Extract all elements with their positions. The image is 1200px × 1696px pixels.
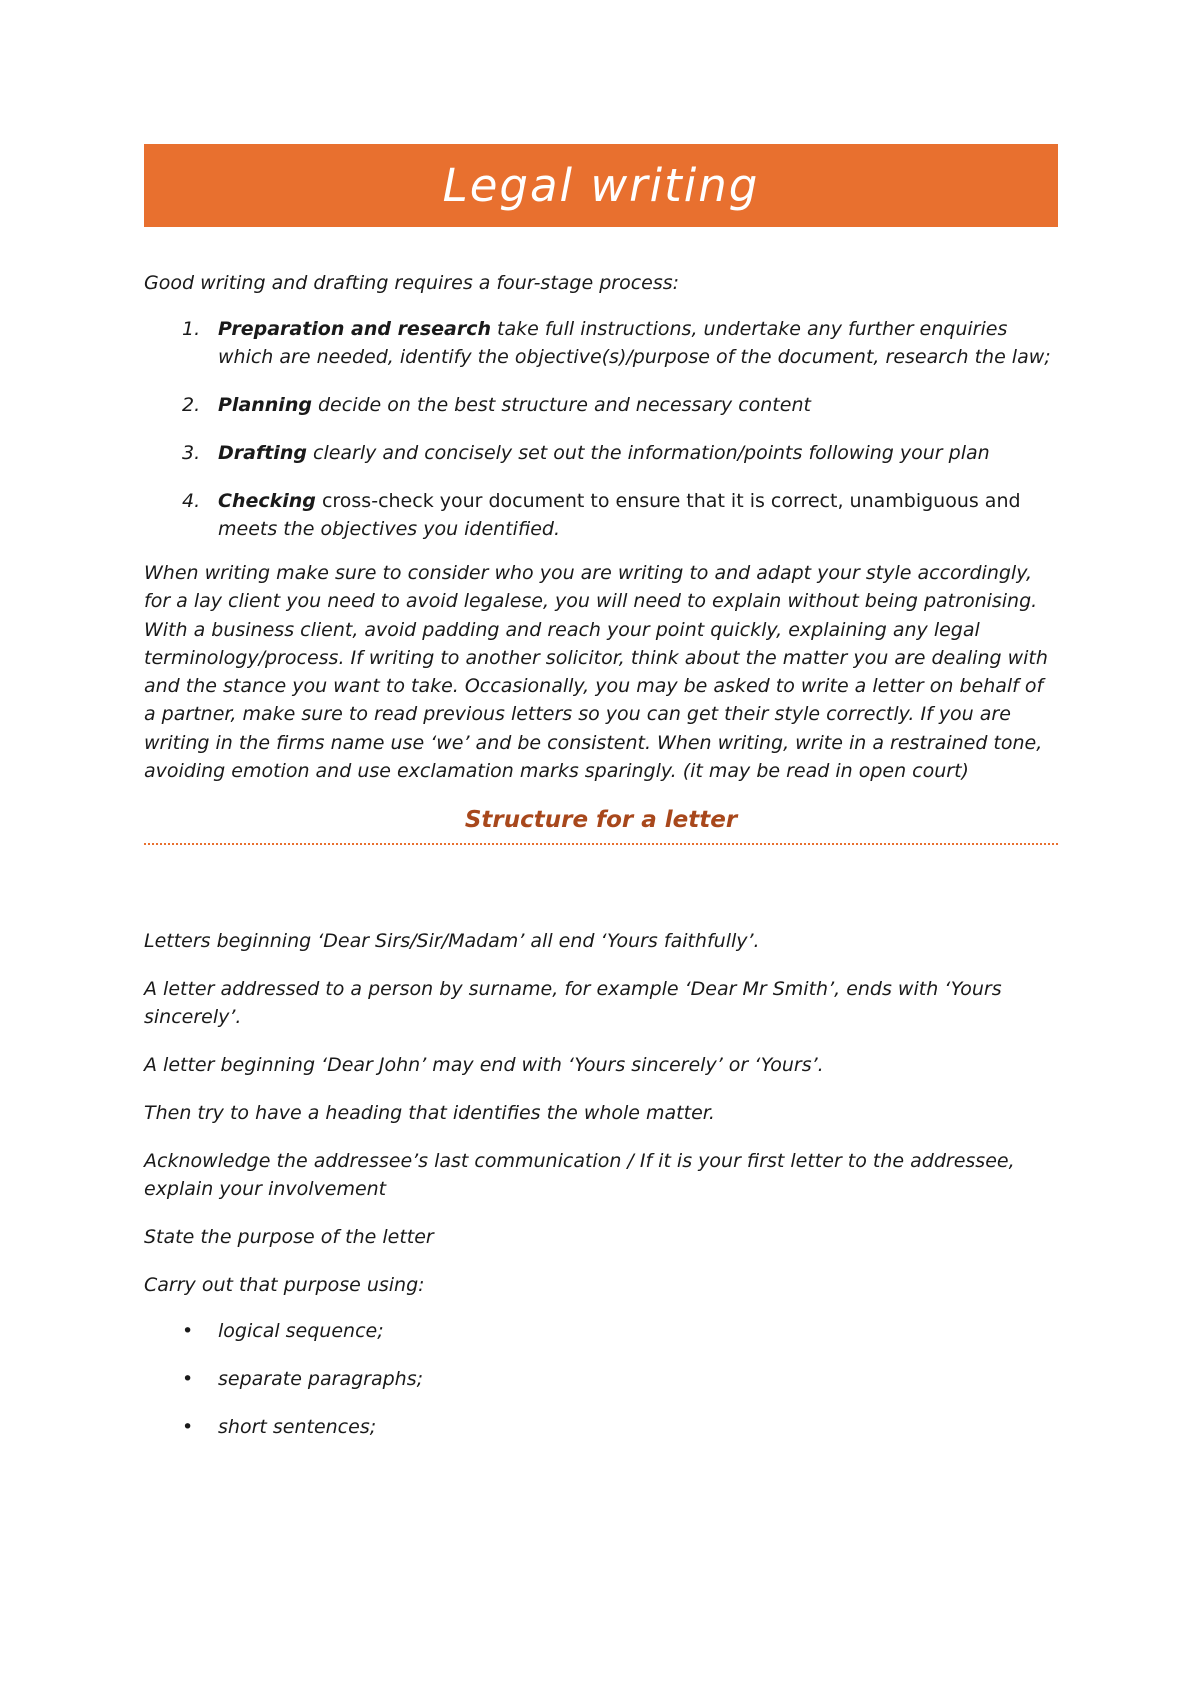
letter-rule: Then try to have a heading that identifies the whole matter. xyxy=(144,1102,715,1125)
stage-number: 2. xyxy=(182,394,201,416)
stages-list xyxy=(144,315,1058,543)
list-item xyxy=(144,1365,1058,1393)
stage-description: take full instructions, undertake any further enquiries which are needed, identify the objective(s)/purpose of the document, research the law; xyxy=(218,318,1051,368)
bullet-icon: • xyxy=(182,1416,194,1439)
stage-description: clearly and concisely set out the information/points following your plan xyxy=(306,442,990,464)
list-item-text: separate paragraphs; xyxy=(218,1368,424,1391)
list-item-text: logical sequence; xyxy=(218,1320,384,1343)
list-item-text: short sentences; xyxy=(218,1416,377,1439)
page-title: Legal writing xyxy=(442,159,760,212)
purpose-list xyxy=(144,1317,1058,1441)
letter-rules xyxy=(144,927,1058,1299)
stage-item xyxy=(144,487,1058,543)
list-item xyxy=(144,1413,1058,1441)
stage-item xyxy=(144,315,1058,371)
stage-description: decide on the best structure and necessary content xyxy=(311,394,811,416)
letter-rule: Acknowledge the addressee’s last communication / If it is your first letter to the addressee, explain your involvement xyxy=(144,1150,1015,1201)
stage-description-plain: cross-check your document to ensure that it is correct, unambiguous and xyxy=(315,490,1021,512)
stage-term: Drafting xyxy=(218,442,307,464)
letter-rule: A letter beginning ‘Dear John’ may end with ‘Yours sincerely’ or ‘Yours’. xyxy=(144,1054,824,1077)
intro-text: Good writing and drafting requires a four-stage process: xyxy=(144,272,680,294)
document-page xyxy=(144,144,1058,1461)
letter-rule: A letter addressed to a person by surname, for example ‘Dear Mr Smith’, ends with ‘Yours sincerely’. xyxy=(144,978,1002,1029)
letter-rule: State the purpose of the letter xyxy=(144,1226,434,1249)
stage-item xyxy=(144,439,1058,467)
stage-number: 3. xyxy=(182,442,201,464)
bullet-icon: • xyxy=(182,1320,194,1343)
stage-term: Preparation and research xyxy=(218,318,491,340)
list-item xyxy=(144,1317,1058,1345)
letter-rule: Carry out that purpose using: xyxy=(144,1274,425,1297)
stage-term: Checking xyxy=(218,490,316,512)
stage-item xyxy=(144,391,1058,419)
stage-description: meets the objectives you identified. xyxy=(218,518,561,540)
stage-number: 1. xyxy=(182,318,201,340)
body-paragraph: When writing make sure to consider who you are writing to and adapt your style accordingly, for a lay client you need to avoid legalese, you will need to explain without being patronising. With a business client, avoid padding and reach your point quickly, explaining any legal terminology/process. If writing to another solicitor, think about the matter you are dealing with and the stance you want to take. Occasionally, you may be asked to write a letter on behalf of a partner, make sure to read previous letters so you can get their style correctly. If you are writing in the firms name use ‘we’ and be consistent. When writing, write in a restrained tone, avoiding emotion and use exclamation marks sparingly. (it may be read in open court) xyxy=(144,562,1048,783)
bullet-icon: • xyxy=(182,1368,194,1391)
stage-number: 4. xyxy=(182,490,201,512)
section-heading: Structure for a letter xyxy=(464,807,738,834)
stage-term: Planning xyxy=(218,394,312,416)
letter-rule: Letters beginning ‘Dear Sirs/Sir/Madam’ all end ‘Yours faithfully’. xyxy=(144,930,760,953)
title-banner xyxy=(144,144,1058,227)
dotted-divider xyxy=(144,843,1058,845)
